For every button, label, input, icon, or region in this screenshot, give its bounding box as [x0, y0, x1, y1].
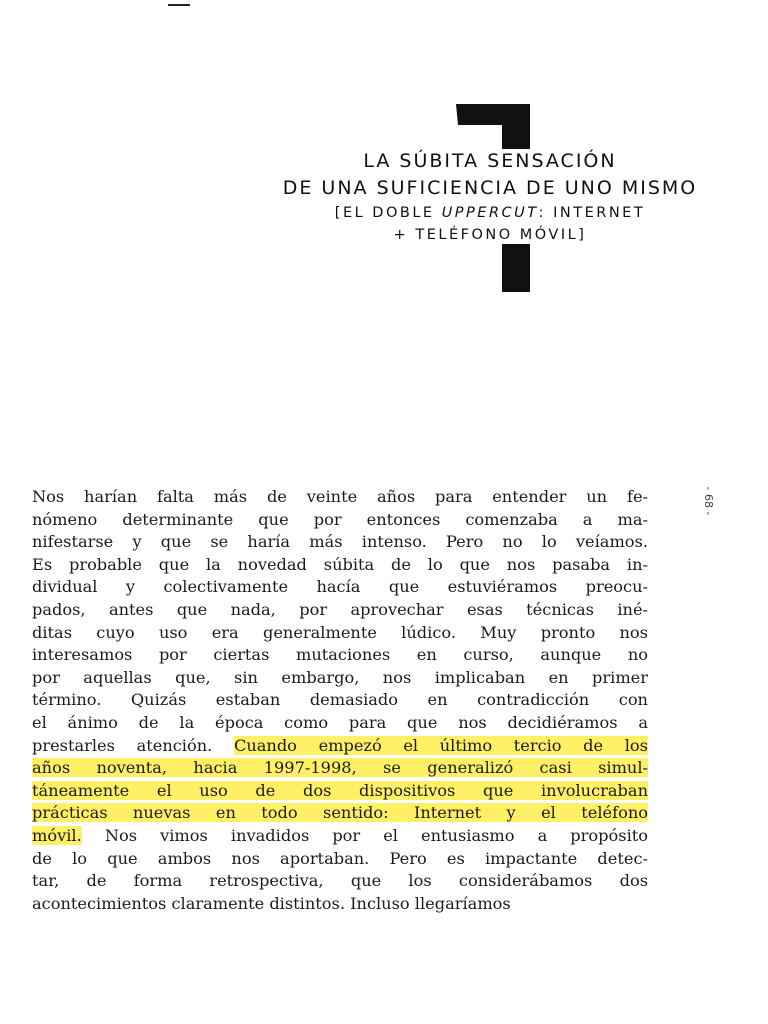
text-line: tar, de forma retrospectiva, que los considerábamos dos	[32, 871, 648, 891]
highlighted-text: prácticas nuevas en todo sentido: Internet y el teléfono	[32, 803, 648, 823]
chapter-subtitle-line-2: + TELÉFONO MÓVIL]	[393, 227, 587, 243]
numeral-stem-bottom	[502, 244, 530, 292]
text-line: término. Quizás estaban demasiado en contradicción con	[32, 690, 648, 710]
text-line: nómeno determinante que por entonces comenzaba a ma-	[32, 509, 648, 529]
text-line: dividual y colectivamente hacía que estuviéramos preocu-	[32, 577, 648, 597]
body-paragraph	[32, 486, 648, 915]
text-line: interesamos por ciertas mutaciones en curso, aunque no	[32, 645, 648, 665]
text-line	[32, 825, 648, 848]
text-line: nifestarse y que se haría más intenso. Pero no lo veíamos.	[32, 532, 648, 552]
text-line: pados, antes que nada, por aprovechar esas técnicas iné-	[32, 599, 648, 619]
text-line	[32, 757, 648, 780]
chapter-title-line-2: DE UNA SUFICIENCIA DE UNO MISMO	[282, 177, 698, 199]
highlighted-text: táneamente el uso de dos dispositivos que involucraban	[32, 780, 648, 800]
text-line: acontecimientos claramente distintos. Incluso llegaríamos	[32, 893, 511, 913]
chapter-title	[240, 148, 740, 246]
chapter-subtitle-line-1	[240, 202, 740, 224]
subtitle-suffix: : INTERNET	[538, 205, 646, 221]
highlighted-text: años noventa, hacia 1997-1998, se generalizó casi simul-	[32, 758, 648, 778]
text-line: Nos harían falta más de veinte años para entender un fe-	[32, 487, 648, 506]
text-line: el ánimo de la época como para que nos decidiéramos a	[32, 712, 648, 732]
text-segment: prestarles atención.	[32, 735, 234, 755]
text-line: por aquellas que, sin embargo, nos implicaban en primer	[32, 667, 648, 687]
text-line: ditas cuyo uso era generalmente lúdico. Muy pronto nos	[32, 622, 648, 642]
subtitle-prefix: [EL DOBLE	[334, 205, 442, 221]
subtitle-emphasis: UPPERCUT	[441, 205, 539, 221]
numeral-stem-top	[502, 104, 530, 149]
text-line	[32, 735, 648, 758]
text-line: de lo que ambos nos aportaban. Pero es impactante detec-	[32, 848, 648, 868]
text-line: Es probable que la novedad súbita de lo que nos pasaba in-	[32, 554, 648, 574]
chapter-title-line-1: LA SÚBITA SENSACIÓN	[363, 150, 617, 172]
text-line	[32, 780, 648, 803]
text-segment: Nos vimos invadidos por el entusiasmo a propósito	[81, 825, 648, 845]
highlighted-text: móvil.	[32, 825, 82, 845]
highlighted-text: Cuando empezó el último tercio de los	[233, 735, 648, 755]
text-line	[32, 802, 648, 825]
page-number: - 68 -	[702, 486, 716, 516]
